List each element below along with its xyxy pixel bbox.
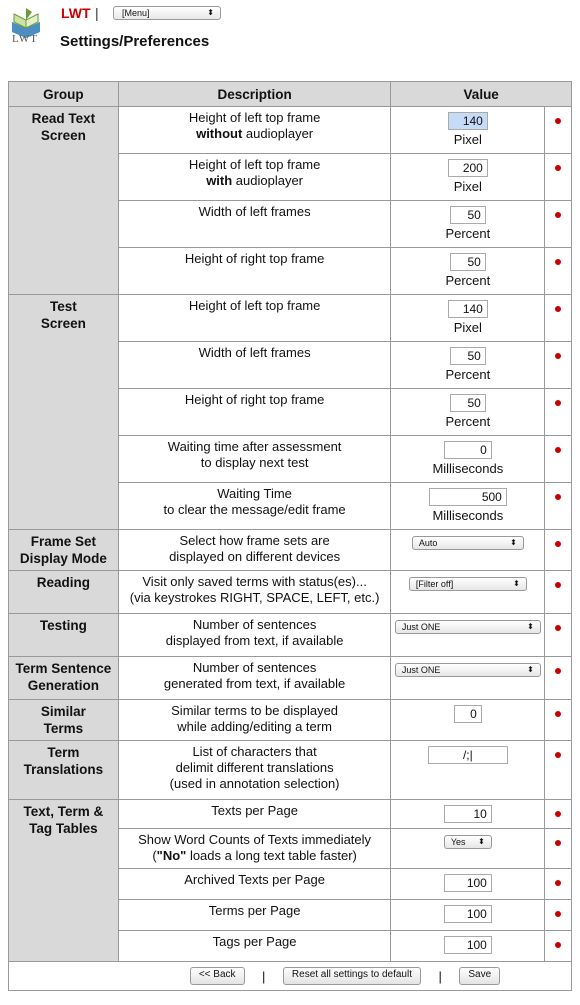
value-cell [391, 571, 545, 614]
group-similar-terms [9, 700, 119, 741]
required-dot-icon [555, 840, 561, 846]
value-cell [391, 741, 545, 800]
group-label: Similar Terms [40, 704, 86, 736]
required-dot-icon [555, 400, 561, 406]
test-height-top-frame-input[interactable]: 140 [448, 300, 488, 318]
unit-label: Pixel [453, 132, 482, 147]
required-marker [545, 869, 572, 900]
required-dot-icon [555, 582, 561, 588]
value-cell [391, 436, 545, 483]
description-line: Waiting time after assessment [167, 439, 342, 454]
value-cell [391, 700, 545, 741]
menu-select-value: [Menu] [122, 8, 150, 18]
required-marker [545, 829, 572, 869]
description-cell [118, 614, 391, 657]
testing-sentences-select[interactable] [395, 620, 541, 634]
required-marker [545, 931, 572, 962]
description-line: Width of left frames [198, 345, 311, 360]
unit-label: Pixel [453, 320, 482, 335]
group-read-text-screen [9, 107, 119, 295]
group-label: Term Sentence Generation [15, 661, 112, 693]
value-cell [391, 154, 545, 201]
required-dot-icon [555, 353, 561, 359]
required-marker [545, 900, 572, 931]
footer-cell [9, 962, 572, 991]
description-line: Select how frame sets are [179, 533, 330, 548]
table-header-row [9, 82, 572, 107]
description-line: Archived Texts per Page [184, 872, 325, 887]
group-term-translations [9, 741, 119, 800]
group-label: Frame Set Display Mode [19, 534, 107, 566]
wait-after-assessment-input[interactable]: 0 [444, 441, 492, 459]
required-dot-icon [555, 541, 561, 547]
required-dot-icon [555, 165, 561, 171]
table-row [9, 800, 572, 829]
required-dot-icon [555, 911, 561, 917]
description-line: audioplayer [242, 126, 314, 141]
test-height-right-top-input[interactable]: 50 [450, 394, 486, 412]
description-cell [118, 900, 391, 931]
description-line: Waiting Time [217, 486, 292, 501]
footer-separator: | [438, 968, 442, 984]
description-line: to display next test [200, 455, 309, 470]
table-row [9, 295, 572, 342]
unit-label: Percent [445, 414, 491, 429]
table-row [9, 700, 572, 741]
description-cell [118, 741, 391, 800]
value-cell [391, 829, 545, 869]
required-dot-icon [555, 711, 561, 717]
value-cell [391, 295, 545, 342]
chevron-updown-icon: ⬍ [527, 665, 534, 674]
group-text-term-tag-tables [9, 800, 119, 962]
wait-clear-message-input[interactable]: 500 [429, 488, 507, 506]
unit-label: Percent [445, 367, 491, 382]
value-cell [391, 657, 545, 700]
description-line: displayed on different devices [169, 549, 341, 564]
table-footer-row [9, 962, 572, 991]
description-bold: without [196, 126, 243, 141]
value-cell [391, 900, 545, 931]
description-cell [118, 295, 391, 342]
required-marker [545, 107, 572, 154]
chevron-updown-icon: ⬍ [510, 538, 517, 547]
required-marker [545, 700, 572, 741]
description-line: Texts per Page [211, 803, 298, 818]
required-dot-icon [555, 668, 561, 674]
rtext-width-left-frames-input[interactable]: 50 [450, 206, 486, 224]
required-dot-icon [555, 118, 561, 124]
description-line: (via keystrokes RIGHT, SPACE, LEFT, etc.) [129, 590, 380, 605]
group-label: Text, Term & Tag Tables [23, 804, 104, 836]
select-value: [Filter off] [415, 579, 454, 589]
required-dot-icon [555, 880, 561, 886]
required-marker [545, 614, 572, 657]
description-cell [118, 389, 391, 436]
unit-label: Milliseconds [432, 508, 504, 523]
value-cell [391, 931, 545, 962]
group-label: Read Text Screen [31, 111, 96, 143]
tags-per-page-input[interactable]: 100 [444, 936, 492, 954]
group-frame-set-display-mode [9, 530, 119, 571]
chevron-updown-icon: ⬍ [527, 622, 534, 631]
description-cell [118, 201, 391, 248]
description-cell [118, 700, 391, 741]
description-cell [118, 154, 391, 201]
required-marker [545, 657, 572, 700]
description-bold: with [206, 173, 233, 188]
description-cell [118, 657, 391, 700]
required-dot-icon [555, 259, 561, 265]
description-cell [118, 483, 391, 530]
similar-terms-count-input[interactable]: 0 [454, 705, 482, 723]
description-line: Similar terms to be displayed [171, 703, 339, 718]
table-row [9, 741, 572, 800]
page-title: Settings/Preferences [60, 33, 210, 50]
description-line: to clear the message/edit frame [163, 502, 346, 517]
description-cell [118, 342, 391, 389]
description-line: audioplayer [232, 173, 304, 188]
description-line: Show Word Counts of Texts immediately [138, 832, 372, 847]
unit-label: Percent [445, 273, 491, 288]
table-row [9, 657, 572, 700]
rtext-height-top-frame-input[interactable]: 140 [448, 112, 488, 130]
description-cell [118, 800, 391, 829]
menu-select[interactable] [113, 6, 221, 20]
value-cell [391, 614, 545, 657]
select-value: Auto [418, 538, 438, 548]
table-row [9, 571, 572, 614]
description-cell [118, 571, 391, 614]
logo-text: LWT [12, 33, 39, 45]
description-line: Width of left frames [198, 204, 311, 219]
description-line: Height of left top frame [188, 157, 321, 172]
group-term-sentence-generation [9, 657, 119, 700]
description-cell [118, 530, 391, 571]
value-cell [391, 389, 545, 436]
description-line: (used in annotation selection) [169, 776, 340, 791]
required-marker [545, 483, 572, 530]
description-line: generated from text, if available [163, 676, 346, 691]
group-testing [9, 614, 119, 657]
group-label: Term Translations [23, 745, 104, 777]
required-marker [545, 571, 572, 614]
table-row [9, 614, 572, 657]
required-dot-icon [555, 942, 561, 948]
description-cell [118, 436, 391, 483]
select-value: Just ONE [401, 622, 441, 632]
value-cell [391, 342, 545, 389]
required-dot-icon [555, 752, 561, 758]
chevron-updown-icon: ⬍ [207, 8, 214, 17]
description-cell [118, 107, 391, 154]
required-marker [545, 389, 572, 436]
required-dot-icon [555, 447, 561, 453]
description-line: displayed from text, if available [165, 633, 344, 648]
group-label: Testing [39, 618, 87, 633]
table-row [9, 530, 572, 571]
value-cell [391, 800, 545, 829]
chevron-updown-icon: ⬍ [513, 579, 520, 588]
description-cell [118, 248, 391, 295]
group-reading [9, 571, 119, 614]
required-marker [545, 248, 572, 295]
unit-label: Percent [445, 226, 491, 241]
unit-label: Milliseconds [432, 461, 504, 476]
header-separator: | [95, 5, 99, 21]
translation-delimiters-input[interactable]: /;| [428, 746, 508, 764]
brand-link[interactable]: LWT [61, 5, 91, 21]
texts-per-page-input[interactable]: 10 [444, 805, 492, 823]
description-line: loads a long text table faster) [186, 848, 357, 863]
required-dot-icon [555, 811, 561, 817]
description-line: Number of sentences [192, 660, 317, 675]
required-marker [545, 295, 572, 342]
required-marker [545, 154, 572, 201]
page-header [0, 0, 580, 60]
value-cell [391, 201, 545, 248]
description-cell [118, 829, 391, 869]
required-marker [545, 436, 572, 483]
description-line: List of characters that [192, 744, 317, 759]
col-header-group: Group [9, 82, 119, 107]
frameset-mode-select[interactable] [412, 536, 524, 550]
reading-status-filter-select[interactable] [409, 577, 527, 591]
term-sentences-select[interactable] [395, 663, 541, 677]
required-marker [545, 741, 572, 800]
show-word-counts-select[interactable] [444, 835, 492, 849]
description-line: Number of sentences [192, 617, 317, 632]
rtext-height-right-top-input[interactable]: 50 [450, 253, 486, 271]
required-dot-icon [555, 625, 561, 631]
description-cell [118, 931, 391, 962]
archived-texts-per-page-input[interactable]: 100 [444, 874, 492, 892]
group-test-screen [9, 295, 119, 530]
required-marker [545, 342, 572, 389]
terms-per-page-input[interactable]: 100 [444, 905, 492, 923]
description-line: while adding/editing a term [177, 719, 332, 734]
rtext-height-top-frame-audio-input[interactable]: 200 [448, 159, 488, 177]
description-cell [118, 869, 391, 900]
required-marker [545, 800, 572, 829]
value-cell [391, 248, 545, 295]
test-width-left-frames-input[interactable]: 50 [450, 347, 486, 365]
back-button[interactable]: << Back [190, 967, 245, 985]
description-line: Visit only saved terms with status(es)... [142, 574, 367, 589]
chevron-updown-icon: ⬍ [478, 837, 485, 846]
required-marker [545, 201, 572, 248]
col-header-description: Description [118, 82, 391, 107]
description-line: Height of left top frame [188, 298, 321, 313]
description-line: Height of right top frame [184, 251, 325, 266]
value-cell [391, 107, 545, 154]
description-bold: "No" [156, 848, 187, 863]
required-dot-icon [555, 494, 561, 500]
select-value: Just ONE [401, 665, 441, 675]
settings-table [8, 81, 572, 991]
group-label: Test Screen [40, 299, 86, 331]
col-header-value: Value [391, 82, 572, 107]
description-line: Tags per Page [212, 934, 297, 949]
unit-label: Pixel [453, 179, 482, 194]
description-line: Terms per Page [208, 903, 301, 918]
save-button[interactable]: Save [459, 967, 500, 985]
table-row [9, 107, 572, 154]
reset-defaults-button[interactable]: Reset all settings to default [283, 967, 421, 985]
required-dot-icon [555, 212, 561, 218]
group-label: Reading [36, 575, 91, 590]
value-cell [391, 530, 545, 571]
footer-separator: | [262, 968, 266, 984]
value-cell [391, 483, 545, 530]
select-value: Yes [450, 837, 466, 847]
required-marker [545, 530, 572, 571]
required-dot-icon [555, 306, 561, 312]
description-line: ( [152, 848, 157, 863]
description-line: Height of right top frame [184, 392, 325, 407]
description-line: delimit different translations [175, 760, 334, 775]
value-cell [391, 869, 545, 900]
description-line: Height of left top frame [188, 110, 321, 125]
